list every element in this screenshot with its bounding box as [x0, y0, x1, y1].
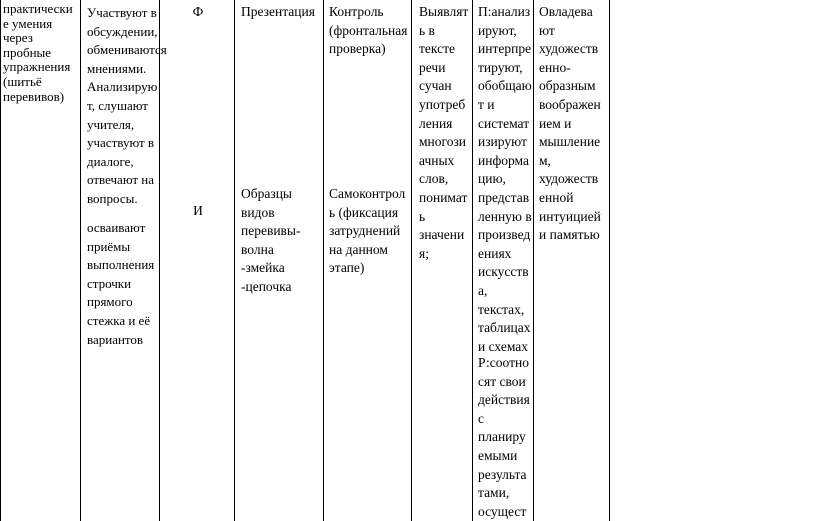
table-column-border: [609, 0, 610, 521]
cell-presentation-text: Презентация: [241, 4, 315, 19]
cell-student-activity-text: Участвуют в обсуждении, обмениваются мнениями. Анализирую т, слушают учителя, участвуют в диалоге, отвечают на вопросы.: [87, 5, 167, 206]
table-column-border: [323, 0, 324, 521]
table-column-border: [80, 0, 81, 521]
table-column-border: [159, 0, 160, 521]
cell-cognitive-uud-text: П:анализ ируют, интерпре тируют, обобщаю т и системат изируют информа цию, представ ленную в произвед ениях искусств а, текстах, таблицах и схемах: [478, 4, 532, 354]
cell-control-text: Контроль (фронтальная проверка): [329, 4, 408, 57]
cell-form-individual: И: [193, 203, 203, 218]
cell-student-practice-text: осваивают приёмы выполнения строчки прямого стежка и её вариантов: [87, 220, 155, 347]
table-column-border: [472, 0, 473, 521]
cell-methods-text: практически е умения через пробные упражнения (шитьё перевивов): [3, 1, 73, 104]
cell-form-frontal: Ф: [192, 4, 204, 19]
table-column-border: [411, 0, 412, 521]
cell-samples-text: Образцы видов перевивы- волна -змейка -цепочка: [241, 186, 301, 294]
cell-selfcontrol-text: Самоконтрол ь (фиксация затруднений на данном этапе): [329, 186, 406, 276]
cell-regulatory-uud-text: Р:соотно сят свои действия с планиру емыми результа тами, осущест: [478, 355, 530, 519]
cell-personal-results-text: Овладева ют художеств енно- образным воображен ием и мышление м, художеств енной интуицией и памятью: [539, 4, 601, 243]
table-column-border: [533, 0, 534, 521]
table-column-border: [234, 0, 235, 521]
table-column-border: [0, 0, 1, 521]
cell-speech-results-text: Выявлят ь в тексте речи сучан употреб ления многози ачных слов, понимат ь значени я;: [419, 4, 469, 261]
